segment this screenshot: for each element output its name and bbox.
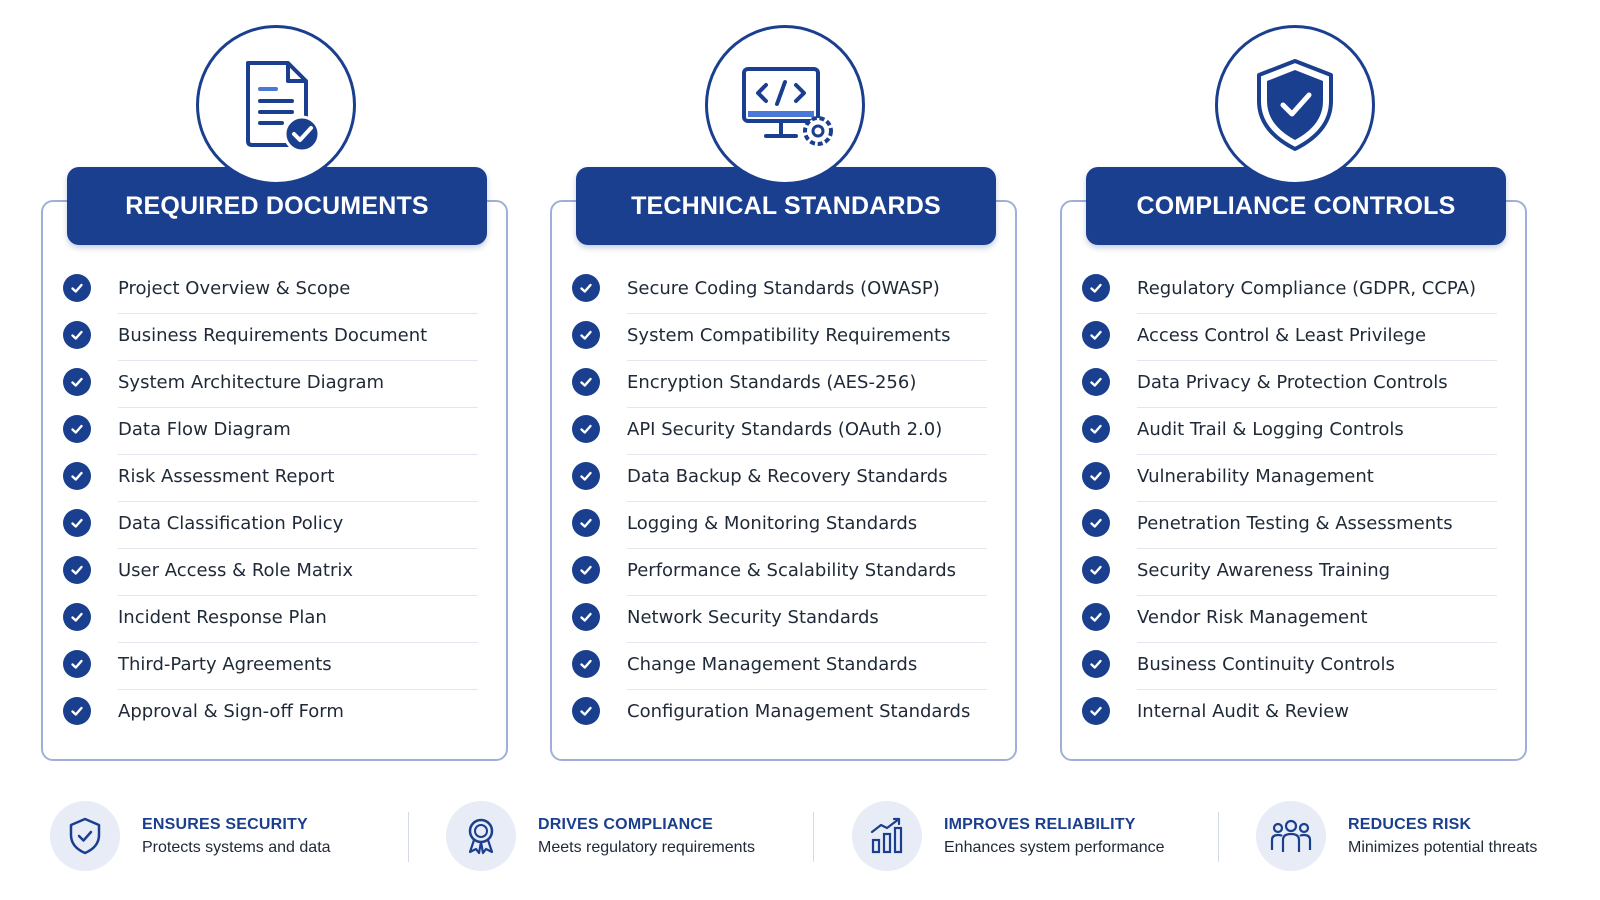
list-item: [572, 502, 987, 549]
item-label: Security Awareness Training: [1137, 549, 1497, 596]
list-item: [63, 549, 478, 596]
checkmark-icon: [63, 556, 91, 584]
checkmark-icon: [572, 509, 600, 537]
list-item: [572, 408, 987, 455]
benefit-title: DRIVES COMPLIANCE: [538, 815, 713, 833]
item-label: Access Control & Least Privilege: [1137, 314, 1497, 361]
card-required-documents: [41, 191, 508, 761]
item-label: Audit Trail & Logging Controls: [1137, 408, 1497, 455]
people-group-icon: [1256, 801, 1326, 871]
checkmark-icon: [572, 462, 600, 490]
checkmark-icon: [1082, 274, 1110, 302]
list-item: [1082, 643, 1497, 690]
checkmark-icon: [63, 274, 91, 302]
item-label: Project Overview & Scope: [118, 267, 478, 314]
checkmark-icon: [63, 650, 91, 678]
benefit-title: REDUCES RISK: [1348, 815, 1472, 833]
divider: [1218, 812, 1219, 862]
list-item: [1082, 690, 1497, 737]
item-label: Performance & Scalability Standards: [627, 549, 987, 596]
benefit-subtitle: Protects systems and data: [142, 838, 331, 856]
checkmark-icon: [572, 321, 600, 349]
item-label: Encryption Standards (AES-256): [627, 361, 987, 408]
item-label: Configuration Management Standards: [627, 701, 971, 722]
list-item: [63, 455, 478, 502]
list-item: [63, 690, 478, 737]
checkmark-icon: [572, 603, 600, 631]
list-item: [63, 361, 478, 408]
section-title: TECHNICAL STANDARDS: [576, 167, 996, 245]
list-item: [1082, 455, 1497, 502]
checkmark-icon: [63, 603, 91, 631]
requirements-list: [63, 267, 478, 737]
checkmark-icon: [572, 274, 600, 302]
shield-check-icon: [1215, 25, 1375, 185]
checkmark-icon: [63, 462, 91, 490]
checkmark-icon: [1082, 321, 1110, 349]
item-label: Penetration Testing & Assessments: [1137, 502, 1497, 549]
list-item: [63, 314, 478, 361]
item-label: Vulnerability Management: [1137, 455, 1497, 502]
item-label: Network Security Standards: [627, 596, 987, 643]
checkmark-icon: [63, 368, 91, 396]
checkmark-icon: [572, 650, 600, 678]
list-item: [1082, 314, 1497, 361]
checkmark-icon: [1082, 509, 1110, 537]
benefit-improves-reliability: [852, 800, 1165, 872]
list-item: [572, 361, 987, 408]
checkmark-icon: [63, 415, 91, 443]
list-item: [572, 549, 987, 596]
item-label: Approval & Sign-off Form: [118, 701, 344, 722]
requirements-list: [1082, 267, 1497, 737]
list-item: [572, 690, 987, 737]
item-label: System Compatibility Requirements: [627, 314, 987, 361]
document-check-icon: [196, 25, 356, 185]
item-label: Logging & Monitoring Standards: [627, 502, 987, 549]
item-label: Data Privacy & Protection Controls: [1137, 361, 1497, 408]
checkmark-icon: [572, 556, 600, 584]
benefit-title: IMPROVES RELIABILITY: [944, 815, 1136, 833]
award-ribbon-icon: [446, 801, 516, 871]
list-item: [1082, 549, 1497, 596]
checkmark-icon: [1082, 650, 1110, 678]
benefit-subtitle: Minimizes potential threats: [1348, 838, 1538, 856]
list-item: [572, 267, 987, 314]
checkmark-icon: [1082, 697, 1110, 725]
shield-check-icon: [50, 801, 120, 871]
benefit-ensures-security: [50, 800, 331, 872]
benefit-reduces-risk: [1256, 800, 1537, 872]
section-title: COMPLIANCE CONTROLS: [1086, 167, 1506, 245]
list-item: [1082, 408, 1497, 455]
list-item: [63, 408, 478, 455]
section-title: REQUIRED DOCUMENTS: [67, 167, 487, 245]
list-item: [572, 314, 987, 361]
requirements-list: [572, 267, 987, 737]
item-label: Risk Assessment Report: [118, 455, 478, 502]
checkmark-icon: [572, 368, 600, 396]
list-item: [1082, 267, 1497, 314]
checkmark-icon: [1082, 462, 1110, 490]
benefit-drives-compliance: [446, 800, 755, 872]
list-item: [63, 596, 478, 643]
list-item: [1082, 596, 1497, 643]
checkmark-icon: [63, 697, 91, 725]
bar-chart-growth-icon: [852, 801, 922, 871]
divider: [408, 812, 409, 862]
list-item: [63, 267, 478, 314]
item-label: Internal Audit & Review: [1137, 701, 1350, 722]
divider: [813, 812, 814, 862]
checkmark-icon: [572, 697, 600, 725]
item-label: Vendor Risk Management: [1137, 596, 1497, 643]
item-label: Business Continuity Controls: [1137, 643, 1497, 690]
list-item: [63, 643, 478, 690]
item-label: Third-Party Agreements: [118, 643, 478, 690]
list-item: [1082, 502, 1497, 549]
checkmark-icon: [1082, 603, 1110, 631]
item-label: System Architecture Diagram: [118, 361, 478, 408]
benefit-title: ENSURES SECURITY: [142, 815, 308, 833]
item-label: Data Flow Diagram: [118, 408, 478, 455]
item-label: Incident Response Plan: [118, 596, 478, 643]
card-compliance-controls: [1060, 191, 1527, 761]
item-label: Change Management Standards: [627, 643, 987, 690]
item-label: Data Backup & Recovery Standards: [627, 455, 987, 502]
checkmark-icon: [1082, 556, 1110, 584]
item-label: User Access & Role Matrix: [118, 549, 478, 596]
card-technical-standards: [550, 191, 1017, 761]
benefits-bar: [0, 800, 1600, 880]
monitor-code-gear-icon: [705, 25, 865, 185]
checkmark-icon: [63, 321, 91, 349]
list-item: [1082, 361, 1497, 408]
checkmark-icon: [572, 415, 600, 443]
benefit-subtitle: Enhances system performance: [944, 838, 1165, 856]
item-label: Business Requirements Document: [118, 314, 478, 361]
list-item: [63, 502, 478, 549]
benefit-subtitle: Meets regulatory requirements: [538, 838, 755, 856]
item-label: API Security Standards (OAuth 2.0): [627, 408, 987, 455]
item-label: Data Classification Policy: [118, 502, 478, 549]
list-item: [572, 643, 987, 690]
item-label: Secure Coding Standards (OWASP): [627, 267, 987, 314]
item-label: Regulatory Compliance (GDPR, CCPA): [1137, 267, 1497, 314]
list-item: [572, 596, 987, 643]
checkmark-icon: [1082, 415, 1110, 443]
checkmark-icon: [1082, 368, 1110, 396]
list-item: [572, 455, 987, 502]
checkmark-icon: [63, 509, 91, 537]
